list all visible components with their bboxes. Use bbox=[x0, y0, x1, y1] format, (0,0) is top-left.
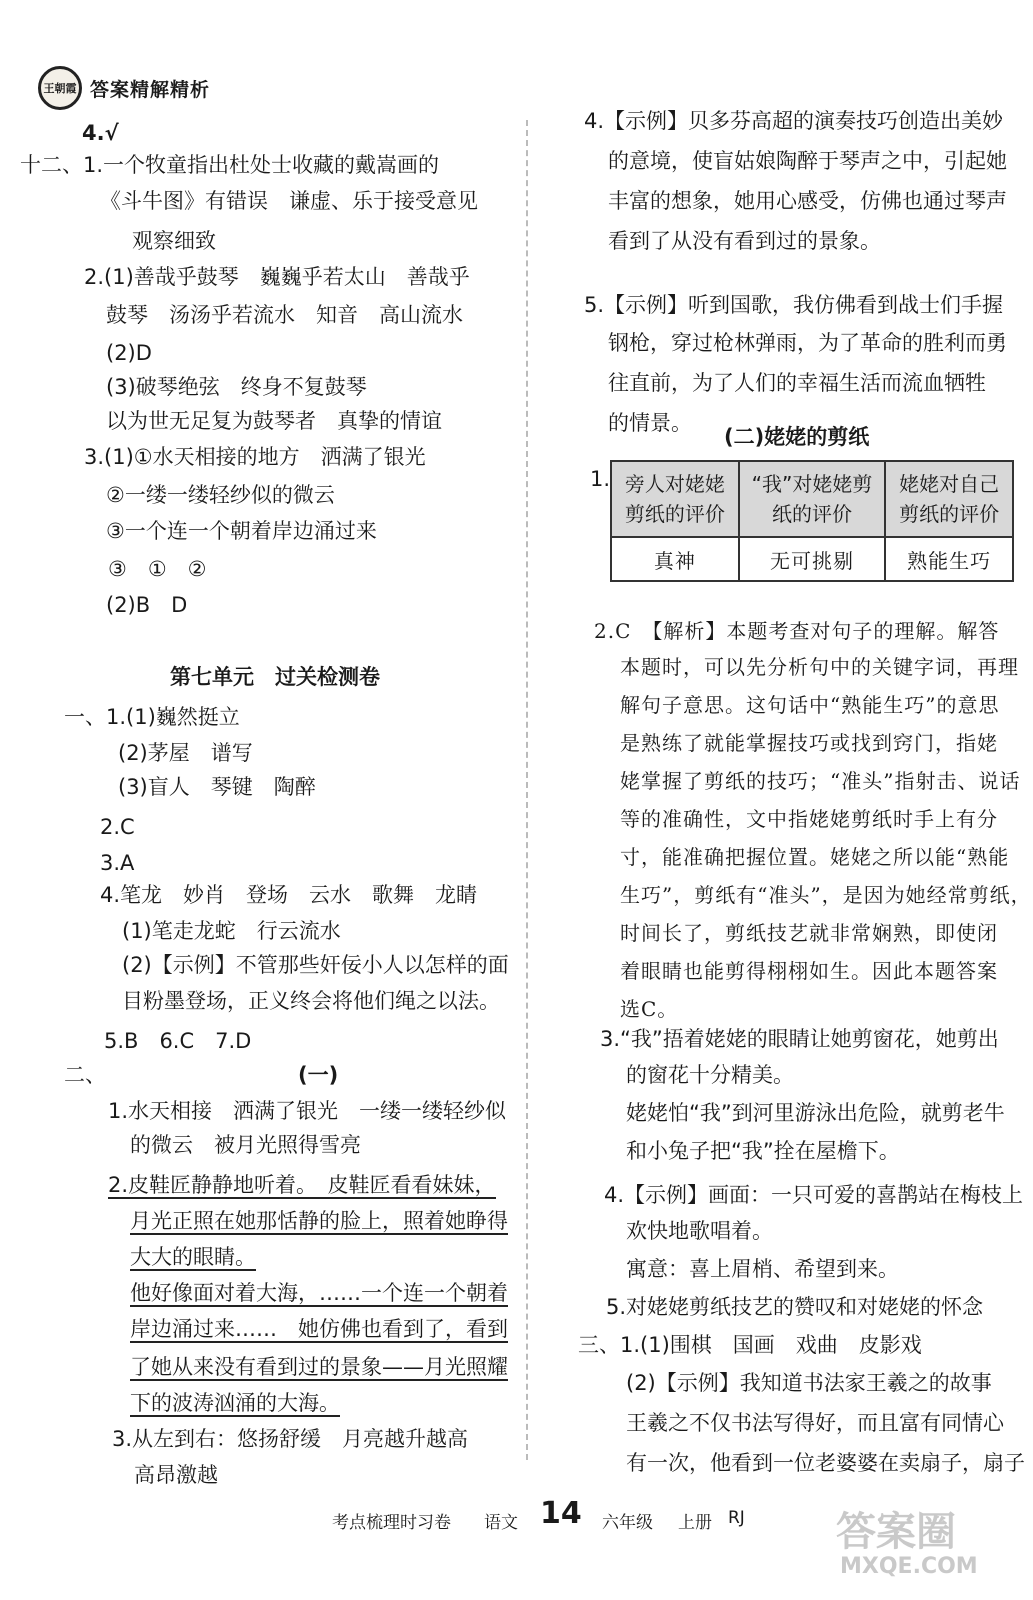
answer-line-text: 十二、1.一个牧童指出杜处士收藏的戴嵩画的 bbox=[20, 153, 440, 177]
answer-line-text: (二)姥姥的剪纸 bbox=[724, 425, 870, 449]
answer-line bbox=[608, 408, 692, 438]
answer-line bbox=[620, 652, 1019, 682]
answer-line-text: 目粉墨登场，正义终会将他们绳之以法。 bbox=[122, 989, 500, 1013]
watermark-logo: 答案圈 bbox=[836, 1509, 956, 1555]
answer-line bbox=[608, 186, 1007, 216]
answer-line bbox=[626, 1448, 1025, 1478]
answer-line-text: 2.皮鞋匠静静地听着。 皮鞋匠看看妹妹， bbox=[108, 1173, 496, 1197]
answer-line-text: 欢快地歌唱着。 bbox=[626, 1219, 773, 1243]
footer-subject: 语文 bbox=[484, 1513, 518, 1533]
answer-line-text: (3)盲人 琴键 陶醉 bbox=[118, 775, 316, 799]
answer-line-text: 4.【示例】画面：一只可爱的喜鹊站在梅枝上 bbox=[604, 1183, 1024, 1207]
answer-line-text: 的窗花十分精美。 bbox=[626, 1063, 794, 1087]
answer-line-text: (一) bbox=[298, 1063, 339, 1087]
answer-line-text: 3.A bbox=[100, 851, 135, 875]
answer-line-text: (3)破琴绝弦 终身不复鼓琴 bbox=[106, 375, 367, 399]
answer-line bbox=[724, 422, 869, 452]
answer-line bbox=[106, 480, 335, 510]
answer-line-text: 高昂激越 bbox=[134, 1463, 218, 1487]
answer-line-text: 了她从来没有看到过的景象——月光照耀 bbox=[130, 1355, 508, 1379]
answer-line-text: 鼓琴 汤汤乎若流水 知音 高山流水 bbox=[106, 303, 463, 327]
answer-line bbox=[620, 880, 1032, 910]
answer-line bbox=[112, 1424, 468, 1454]
answer-line bbox=[626, 1368, 992, 1398]
answer-line bbox=[106, 372, 367, 402]
answer-line bbox=[84, 442, 426, 472]
answer-line-text: 他好像面对着大海，……一个连一个朝着 bbox=[130, 1281, 508, 1305]
answer-line-text: ③一个连一个朝着岸边涌过来 bbox=[106, 519, 377, 543]
answer-table-row bbox=[611, 537, 1013, 581]
answer-line bbox=[100, 186, 478, 216]
answer-line bbox=[122, 916, 341, 946]
answer-line-text: 下的波涛汹涌的大海。 bbox=[130, 1391, 340, 1415]
answer-line-text: 2.C bbox=[100, 815, 135, 839]
answer-line bbox=[100, 848, 134, 878]
page-header bbox=[38, 66, 210, 110]
answer-line bbox=[620, 804, 998, 834]
answer-line-text: 时间长了，剪纸技艺就非常娴熟，即使闭 bbox=[620, 921, 998, 945]
footer-grade: 六年级 bbox=[602, 1513, 653, 1533]
answer-line bbox=[620, 766, 1020, 796]
table-header-cell: 旁人对姥姥剪纸的评价 bbox=[611, 461, 739, 537]
answer-line-text: (2)D bbox=[106, 341, 152, 365]
answer-line-text: 三、1.(1)围棋 国画 戏曲 皮影戏 bbox=[578, 1333, 922, 1357]
answer-line-text: 大大的眼睛。 bbox=[130, 1245, 256, 1269]
answer-line-text: 3.(1)①水天相接的地方 洒满了银光 bbox=[84, 445, 426, 469]
answer-line bbox=[106, 300, 463, 330]
answer-table-header-row bbox=[611, 461, 1013, 537]
answer-line bbox=[130, 1278, 508, 1308]
answer-line bbox=[584, 290, 1003, 320]
answer-line bbox=[578, 1330, 922, 1360]
answer-line-text: 王羲之不仅书法写得好，而且富有同情心 bbox=[626, 1411, 1004, 1435]
answer-line bbox=[84, 262, 470, 292]
answer-line bbox=[594, 616, 999, 646]
table-cell: 熟能生巧 bbox=[885, 537, 1013, 581]
answer-line bbox=[108, 554, 206, 584]
answer-line bbox=[600, 1024, 999, 1054]
answer-line-text: 以为世无足复为鼓琴者 真挚的情谊 bbox=[106, 409, 442, 433]
answer-line-text: 一、1.(1)巍然挺立 bbox=[64, 705, 240, 729]
answer-line-text: 1. bbox=[590, 467, 611, 491]
answer-line bbox=[626, 1408, 1004, 1438]
answer-line-text: 岸边涌过来…… 她仿佛也看到了，看到 bbox=[130, 1317, 508, 1341]
answer-line bbox=[608, 328, 1007, 358]
answer-line-text: 选C。 bbox=[620, 997, 679, 1021]
answer-line bbox=[626, 1254, 899, 1284]
answer-line bbox=[608, 368, 986, 398]
answer-line bbox=[106, 516, 377, 546]
answer-line-text: 有一次，他看到一位老婆婆在卖扇子，扇子 bbox=[626, 1451, 1025, 1475]
answer-line bbox=[298, 1060, 338, 1090]
answer-line-text: 姥掌握了剪纸的技巧；“准头”指射击、说话 bbox=[620, 769, 1021, 793]
answer-line-text: 寸，能准确把握位置。姥姥之所以能“熟能 bbox=[620, 845, 1010, 869]
answer-line bbox=[20, 150, 439, 180]
footer-edition: RJ bbox=[728, 1508, 745, 1528]
answer-line-text: 观察细致 bbox=[132, 229, 216, 253]
answer-line bbox=[106, 406, 442, 436]
answer-line-text: 生巧”，剪纸有“准头”，是因为她经常剪纸， bbox=[620, 883, 1032, 907]
answer-line-text: 2.(1)善哉乎鼓琴 巍巍乎若太山 善哉乎 bbox=[84, 265, 470, 289]
answer-line-text: 的情景。 bbox=[608, 411, 692, 435]
answer-line bbox=[608, 146, 1007, 176]
answer-line bbox=[106, 590, 187, 620]
answer-line-text: 看到了从没有看到过的景象。 bbox=[608, 229, 881, 253]
answer-line bbox=[108, 1096, 506, 1126]
answer-line-text: 的意境，使盲姑娘陶醉于琴声之中，引起她 bbox=[608, 149, 1007, 173]
answer-line bbox=[620, 918, 998, 948]
footer-book-title: 考点梳理时习卷 bbox=[332, 1513, 451, 1533]
answer-line bbox=[122, 950, 509, 980]
answer-line bbox=[118, 772, 316, 802]
answer-line bbox=[100, 812, 135, 842]
answer-line bbox=[620, 728, 998, 758]
answer-line-text: 3.“我”捂着姥姥的眼睛让她剪窗花，她剪出 bbox=[600, 1027, 999, 1051]
answer-line-text: 是熟练了就能掌握技巧或找到窍门，指姥 bbox=[620, 731, 998, 755]
answer-line bbox=[134, 1460, 218, 1490]
answer-line-text: 的微云 被月光照得雪亮 bbox=[130, 1133, 361, 1157]
answer-line-text: (1)笔走龙蛇 行云流水 bbox=[122, 919, 341, 943]
answer-line bbox=[106, 338, 152, 368]
answer-line bbox=[620, 956, 998, 986]
answer-line-text: 和小兔子把“我”拴在屋檐下。 bbox=[626, 1139, 900, 1163]
answer-line-text: 第七单元 过关检测卷 bbox=[170, 665, 380, 689]
watermark-url: MXQE.COM bbox=[840, 1554, 978, 1579]
answer-line bbox=[620, 842, 1009, 872]
answer-line-text: 月光正照在她那恬静的脸上，照着她睁得 bbox=[130, 1209, 508, 1233]
answer-line bbox=[104, 1026, 251, 1056]
table-cell: 无可挑剔 bbox=[739, 537, 885, 581]
column-divider bbox=[526, 120, 528, 1460]
answer-line-text: 等的准确性，文中指姥姥剪纸时手上有分 bbox=[620, 807, 998, 831]
answer-line bbox=[82, 118, 119, 148]
answer-line-text: (2)【示例】我知道书法家王羲之的故事 bbox=[626, 1371, 992, 1395]
answer-line-text: 5.B 6.C 7.D bbox=[104, 1029, 252, 1053]
answer-line-text: 解句子意思。这句话中“熟能生巧”的意思 bbox=[620, 693, 1000, 717]
answer-line bbox=[130, 1314, 508, 1344]
answer-line bbox=[122, 986, 500, 1016]
answer-line bbox=[130, 1130, 361, 1160]
answer-line bbox=[606, 1292, 983, 1322]
answer-line-text: (2)茅屋 谱写 bbox=[118, 741, 253, 765]
answer-line-text: 3.从左到右：悠扬舒缓 月亮越升越高 bbox=[112, 1427, 469, 1451]
answer-line bbox=[626, 1216, 773, 1246]
answer-line-text: 5.对姥姥剪纸技艺的赞叹和对姥姥的怀念 bbox=[606, 1295, 984, 1319]
answer-line-text: 丰富的想象，她用心感受，仿佛也通过琴声 bbox=[608, 189, 1007, 213]
answer-line bbox=[118, 738, 253, 768]
answer-line-text: 5.【示例】听到国歌，我仿佛看到战士们手握 bbox=[584, 293, 1004, 317]
answer-line bbox=[130, 1242, 256, 1272]
answer-line-text: 二、 bbox=[64, 1063, 106, 1087]
answer-line bbox=[100, 880, 477, 910]
answer-line bbox=[130, 1352, 508, 1382]
answer-table bbox=[610, 460, 1014, 582]
answer-line-text: 《斗牛图》有错误 谦虚、乐于接受意见 bbox=[100, 189, 478, 213]
answer-line bbox=[626, 1098, 1005, 1128]
answer-line bbox=[626, 1060, 794, 1090]
answer-line-text: 1.水天相接 洒满了银光 一缕一缕轻纱似 bbox=[108, 1099, 507, 1123]
answer-line-text: 4.【示例】贝多芬高超的演奏技巧创造出美妙 bbox=[584, 109, 1004, 133]
answer-line-text: (2)B D bbox=[106, 593, 188, 617]
answer-line bbox=[130, 1206, 508, 1236]
answer-line bbox=[132, 226, 216, 256]
table-cell: 真神 bbox=[611, 537, 739, 581]
answer-line-text: ②一缕一缕轻纱似的微云 bbox=[106, 483, 335, 507]
answer-line bbox=[108, 1170, 496, 1200]
answer-line-text: 往直前，为了人们的幸福生活而流血牺牲 bbox=[608, 371, 986, 395]
answer-line-text: 本题时，可以先分析句中的关键字词，再理 bbox=[620, 655, 1019, 679]
answer-line-text: 4.√ bbox=[82, 121, 119, 145]
header-title: 答案精解精析 bbox=[90, 78, 211, 101]
answer-line bbox=[608, 226, 881, 256]
answer-line-text: (2)【示例】不管那些奸佞小人以怎样的面 bbox=[122, 953, 509, 977]
answer-line bbox=[620, 994, 678, 1024]
table-header-cell: “我”对姥姥剪纸的评价 bbox=[739, 461, 885, 537]
answer-line bbox=[64, 1060, 106, 1090]
answer-line-text: 2.C 【解析】本题考查对句子的理解。解答 bbox=[594, 619, 1000, 643]
publisher-logo: 王朝霞 bbox=[38, 66, 82, 110]
table-header-cell: 姥姥对自己剪纸的评价 bbox=[885, 461, 1013, 537]
answer-line bbox=[64, 702, 240, 732]
answer-line bbox=[170, 662, 380, 692]
answer-line-text: 着眼睛也能剪得栩栩如生。因此本题答案 bbox=[620, 959, 998, 983]
footer-volume: 上册 bbox=[678, 1513, 712, 1533]
answer-line bbox=[584, 106, 1003, 136]
answer-line bbox=[620, 690, 999, 720]
answer-line-text: 姥姥怕“我”到河里游泳出危险，就剪老牛 bbox=[626, 1101, 1005, 1125]
answer-line-text: 钢枪，穿过枪林弹雨，为了革命的胜利而勇 bbox=[608, 331, 1007, 355]
answer-line bbox=[590, 464, 610, 494]
answer-line bbox=[130, 1388, 340, 1418]
answer-line-text: 4.笔龙 妙肖 登场 云水 歌舞 龙睛 bbox=[100, 883, 478, 907]
answer-line-text: 寓意：喜上眉梢、希望到来。 bbox=[626, 1257, 899, 1281]
answer-line-text: ③ ① ② bbox=[108, 557, 207, 581]
answer-line bbox=[626, 1136, 900, 1166]
answer-line bbox=[604, 1180, 1023, 1210]
page-number: 14 bbox=[540, 1496, 582, 1531]
